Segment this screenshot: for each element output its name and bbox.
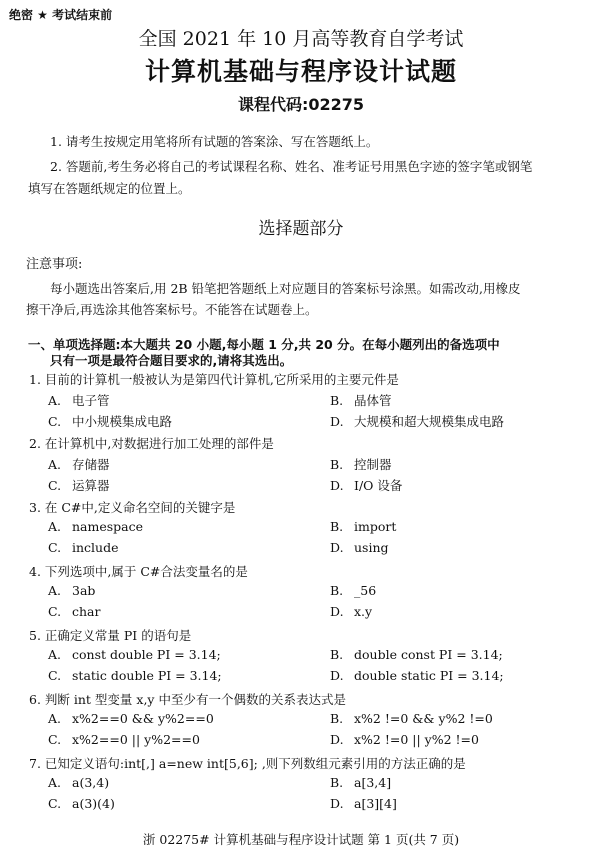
option-label: A. bbox=[48, 711, 62, 726]
answer-option bbox=[330, 476, 402, 494]
answer-option bbox=[48, 796, 115, 811]
option-text: 控制器 bbox=[354, 457, 392, 472]
option-text: x%2==0 && y%2==0 bbox=[72, 711, 214, 726]
option-text: _56 bbox=[354, 583, 377, 598]
part-one-line-1: 一、单项选择题:本大题共 20 小题,每小题 1 分,共 20 分。在每小题列出的备选项中 bbox=[28, 337, 500, 352]
option-label: C. bbox=[48, 414, 62, 429]
notice-2-cont: 填写在答题纸规定的位置上。 bbox=[28, 181, 191, 196]
answer-option bbox=[48, 391, 110, 409]
option-text: 大规模和超大规模集成电路 bbox=[354, 414, 505, 429]
notice-1-text: 1. 请考生按规定用笔将所有试题的答案涂、写在答题纸上。 bbox=[50, 134, 379, 149]
answer-option bbox=[330, 668, 504, 683]
option-text: a(3,4) bbox=[72, 775, 110, 790]
answer-option bbox=[48, 668, 222, 683]
option-label: A. bbox=[48, 457, 62, 472]
answer-option bbox=[330, 412, 504, 430]
option-text: 电子管 bbox=[72, 393, 110, 408]
answer-option bbox=[330, 455, 392, 473]
option-label: B. bbox=[330, 519, 344, 534]
question-stem: 7. 已知定义语句:int[,] a=new int[5,6]; ,则下列数组元素引用的方法正确的是 bbox=[29, 756, 466, 771]
option-label: B. bbox=[330, 583, 344, 598]
option-text: 3ab bbox=[72, 583, 96, 598]
answer-option bbox=[48, 732, 200, 747]
option-text: include bbox=[72, 540, 119, 555]
question-stem: 4. 下列选项中,属于 C#合法变量名的是 bbox=[29, 564, 248, 579]
option-text: 运算器 bbox=[72, 478, 110, 493]
question-stem: 3. 在 C#中,定义命名空间的关键字是 bbox=[29, 500, 236, 515]
answer-option bbox=[330, 604, 372, 619]
option-text: x%2==0 || y%2==0 bbox=[72, 732, 200, 747]
part-one-line-2: 只有一项是最符合题目要求的,请将其选出。 bbox=[50, 353, 293, 368]
answer-option bbox=[48, 647, 221, 662]
section-title: 选择题部分 bbox=[258, 219, 344, 239]
option-label: B. bbox=[330, 711, 344, 726]
option-label: D. bbox=[330, 732, 344, 747]
answer-option bbox=[48, 604, 100, 619]
answer-option bbox=[48, 711, 214, 726]
option-label: D. bbox=[330, 414, 344, 429]
option-label: D. bbox=[330, 668, 344, 683]
option-label: C. bbox=[48, 478, 62, 493]
question-stem: 5. 正确定义常量 PI 的语句是 bbox=[29, 628, 192, 643]
option-text: namespace bbox=[72, 519, 144, 534]
part-one-heading bbox=[28, 337, 588, 369]
answer-option bbox=[48, 519, 143, 534]
answer-option bbox=[330, 711, 493, 726]
answer-option bbox=[330, 519, 396, 534]
caution-line-2: 擦干净后,再选涂其他答案标号。不能答在试题卷上。 bbox=[26, 302, 318, 317]
option-label: C. bbox=[48, 604, 62, 619]
caution-label: 注意事项: bbox=[26, 257, 83, 272]
option-text: I/O 设备 bbox=[354, 478, 403, 493]
option-text: import bbox=[354, 519, 397, 534]
option-text: 中小规模集成电路 bbox=[72, 414, 173, 429]
notice-2 bbox=[28, 156, 588, 177]
option-label: B. bbox=[330, 775, 344, 790]
option-text: double const PI = 3.14; bbox=[354, 647, 503, 662]
notice-2-text: 2. 答题前,考生务必将自己的考试课程名称、姓名、准考证号用黑色字迹的签字笔或钢笔 bbox=[50, 159, 533, 174]
option-label: D. bbox=[330, 796, 344, 811]
option-text: a[3,4] bbox=[354, 775, 392, 790]
answer-option bbox=[48, 540, 119, 555]
answer-option bbox=[48, 412, 172, 430]
answer-option bbox=[330, 732, 479, 747]
question-stem: 1. 目前的计算机一般被认为是第四代计算机,它所采用的主要元件是 bbox=[29, 372, 399, 387]
option-text: x%2 !=0 && y%2 !=0 bbox=[354, 711, 493, 726]
option-text: 晶体管 bbox=[354, 393, 392, 408]
option-text: char bbox=[72, 604, 101, 619]
option-text: a(3)(4) bbox=[72, 796, 115, 811]
course-code: 课程代码:02275 bbox=[237, 95, 365, 114]
option-label: D. bbox=[330, 540, 344, 555]
option-text: x.y bbox=[354, 604, 373, 619]
exam-title: 全国 2021 年 10 月高等教育自学考试 bbox=[138, 28, 464, 50]
option-label: A. bbox=[48, 583, 62, 598]
option-label: A. bbox=[48, 519, 62, 534]
answer-option bbox=[330, 647, 503, 662]
option-label: C. bbox=[48, 732, 62, 747]
option-label: D. bbox=[330, 604, 344, 619]
question-stem: 2. 在计算机中,对数据进行加工处理的部件是 bbox=[29, 436, 274, 451]
option-label: A. bbox=[48, 775, 62, 790]
answer-option bbox=[330, 540, 389, 555]
page-footer: 浙 02275# 计算机基础与程序设计试题 第 1 页(共 7 页) bbox=[142, 832, 460, 847]
option-text: double static PI = 3.14; bbox=[354, 668, 504, 683]
answer-option bbox=[330, 583, 376, 598]
option-text: const double PI = 3.14; bbox=[72, 647, 221, 662]
answer-option bbox=[48, 775, 109, 790]
question-stem: 6. 判断 int 型变量 x,y 中至少有一个偶数的关系表达式是 bbox=[29, 692, 346, 707]
option-label: A. bbox=[48, 393, 62, 408]
answer-option bbox=[48, 455, 110, 473]
option-text: 存储器 bbox=[72, 457, 110, 472]
option-label: C. bbox=[48, 540, 62, 555]
answer-option bbox=[48, 583, 95, 598]
option-label: C. bbox=[48, 668, 62, 683]
answer-option bbox=[330, 796, 397, 811]
option-text: static double PI = 3.14; bbox=[72, 668, 222, 683]
option-label: B. bbox=[330, 393, 344, 408]
option-label: C. bbox=[48, 796, 62, 811]
option-label: B. bbox=[330, 647, 344, 662]
answer-option bbox=[330, 391, 392, 409]
option-text: using bbox=[354, 540, 389, 555]
option-label: A. bbox=[48, 647, 62, 662]
caution-line-1: 每小题选出答案后,用 2B 铅笔把答题纸上对应题目的答案标号涂黑。如需改动,用橡皮 bbox=[50, 281, 521, 296]
option-label: B. bbox=[330, 457, 344, 472]
caution-text bbox=[26, 278, 594, 320]
notice-1 bbox=[28, 131, 588, 152]
secret-mark: 绝密 ★ 考试结束前 bbox=[9, 8, 113, 22]
subject-title: 计算机基础与程序设计试题 bbox=[144, 57, 457, 86]
option-text: a[3][4] bbox=[354, 796, 397, 811]
option-label: D. bbox=[330, 478, 344, 493]
answer-option bbox=[48, 476, 110, 494]
option-text: x%2 !=0 || y%2 !=0 bbox=[354, 732, 479, 747]
answer-option bbox=[330, 775, 391, 790]
